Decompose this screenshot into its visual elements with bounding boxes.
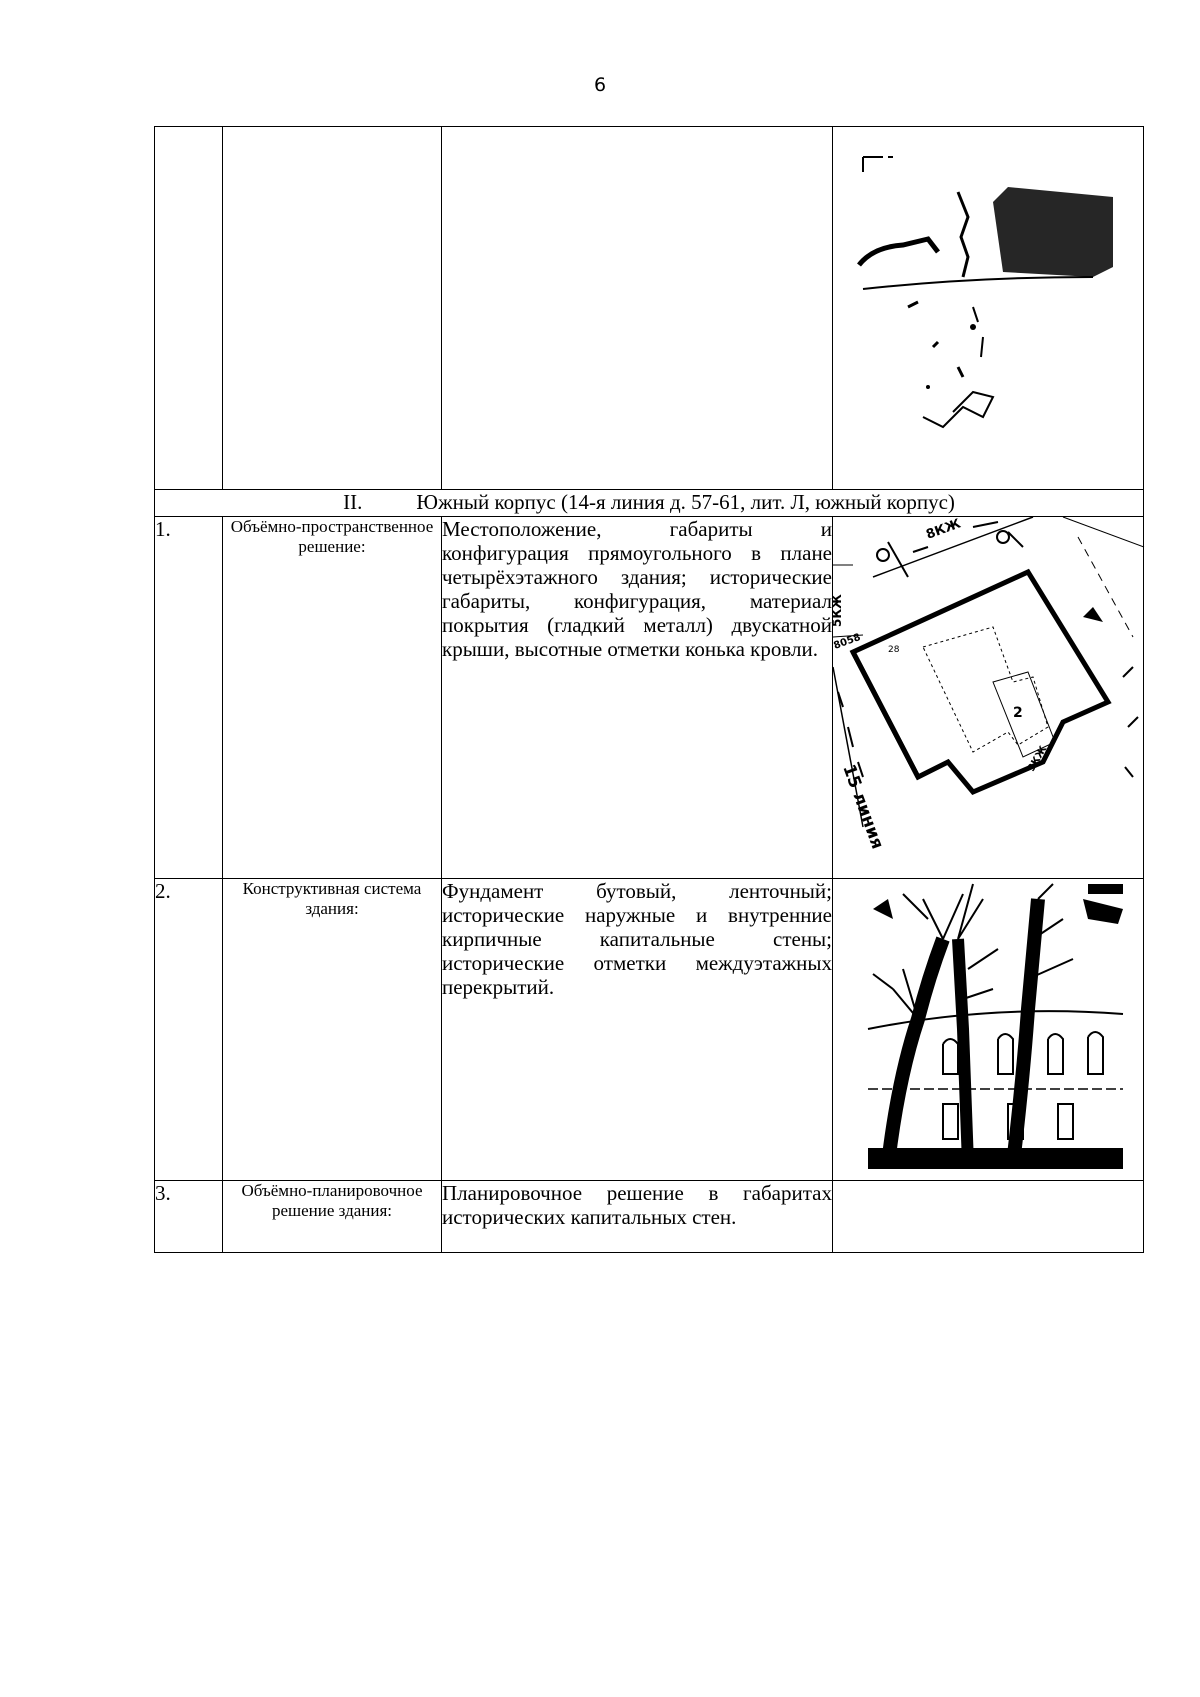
section-header — [155, 490, 1144, 517]
page-number: 6 — [593, 74, 607, 96]
site-plan-map-image — [830, 516, 1144, 852]
section-roman-numeral: II. — [343, 490, 363, 514]
row-label: Конструктивная система здания: — [223, 879, 442, 1181]
row-number: 3. — [155, 1181, 223, 1253]
table-row — [155, 517, 1144, 879]
object-features-table — [154, 126, 1144, 1253]
map-number-28: 28 — [888, 645, 900, 655]
empty-image-cell — [833, 1181, 1144, 1253]
row-description: Фундамент бутовый, ленточный; исторические наружные и внутренние кирпичные капитальные стены; исторические отметки междуэтажных перекрытий. — [442, 879, 833, 1181]
section-header-row — [155, 490, 1144, 517]
row-number: 1. — [155, 517, 223, 879]
table-row-continuation — [155, 127, 1144, 490]
num-cell — [155, 127, 223, 490]
site-plan-cell — [830, 516, 1144, 879]
section-title: Южный корпус (14-я линия д. 57-61, лит. Л, южный корпус) — [416, 490, 955, 514]
row-description: Планировочное решение в габаритах исторических капитальных стен. — [442, 1181, 833, 1253]
row-label: Объёмно-планировочное решение здания: — [223, 1181, 442, 1253]
row-description: Местоположение, габариты и конфигурация прямоугольного в плане четырёхэтажного здания; исторические габариты, конфигурация, материал покрытия (гладкий металл) двускатной крыши, высотные отметки конька кровли. — [442, 517, 833, 879]
building-facade-photo — [833, 879, 1144, 1179]
label-cell — [223, 127, 442, 490]
table-row — [155, 1181, 1144, 1253]
table-row — [155, 879, 1144, 1181]
map-code-5kzh: 5КЖ — [830, 594, 844, 627]
sketch-drawing-image — [833, 127, 1144, 489]
map-street-label: 15 линия — [838, 761, 888, 852]
sketch-image-cell — [833, 127, 1144, 490]
row-label: Объёмно-пространственное решение: — [223, 517, 442, 879]
map-building-number: 2 — [1013, 705, 1023, 721]
map-number-8058: 8058 — [832, 631, 863, 652]
map-code-3kzh: 3КЖ — [1026, 744, 1050, 774]
desc-cell — [442, 127, 833, 490]
row-number: 2. — [155, 879, 223, 1181]
facade-photo-cell — [833, 879, 1144, 1181]
map-code-8kzh: 8КЖ — [924, 516, 963, 543]
